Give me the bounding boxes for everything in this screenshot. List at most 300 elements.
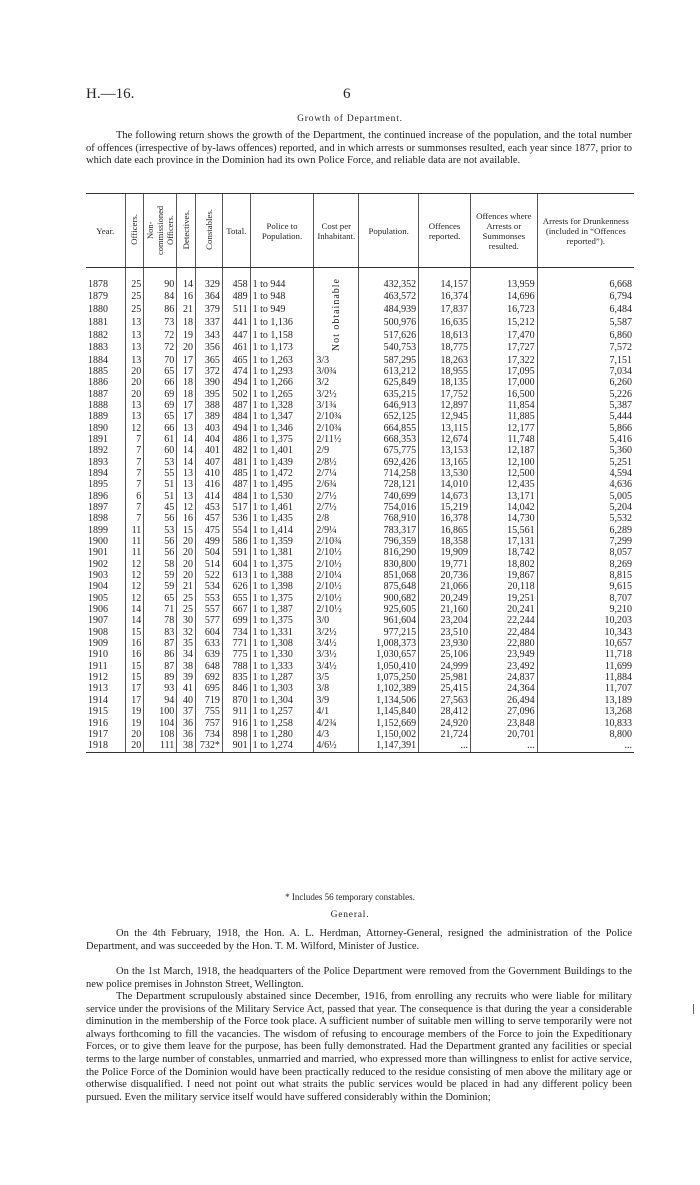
cell-constables: 407	[196, 457, 223, 468]
cell-offences-reported: 23,204	[419, 615, 471, 626]
cell-police-to-population: 1 to 1,388	[250, 570, 314, 581]
cell-arrests-summonses: 15,561	[471, 525, 538, 536]
cell-offences-reported: 14,157	[419, 278, 471, 291]
cell-ncos: 69	[144, 400, 177, 411]
cell-year: 1891	[88, 433, 108, 445]
cell-constables: 504	[196, 547, 223, 558]
cell-drunkenness: 5,204	[537, 502, 634, 513]
cell-constables: 337	[196, 316, 223, 329]
cell-detectives: 37	[177, 706, 196, 717]
cell-drunkenness: 9,615	[537, 581, 634, 592]
cell-constables: 356	[196, 342, 223, 355]
cell-ncos: 55	[144, 468, 177, 479]
cell-total: 494	[222, 377, 250, 388]
cell-constables: 410	[196, 468, 223, 479]
cell-ncos: 59	[144, 570, 177, 581]
cell-population: 740,699	[359, 491, 419, 502]
cell-detectives: 17	[177, 400, 196, 411]
cell-cost-per-inhabitant: 3/0¾	[314, 366, 359, 377]
cell-ncos: 65	[144, 366, 177, 377]
cell-total: 835	[222, 672, 250, 683]
cell-arrests-summonses: 19,867	[471, 570, 538, 581]
cell-ncos: 60	[144, 445, 177, 456]
cell-constables: 388	[196, 400, 223, 411]
cell-total: 586	[222, 536, 250, 547]
cell-arrests-summonses: 11,854	[471, 400, 538, 411]
table-row	[86, 604, 634, 615]
cell-offences-reported: 18,613	[419, 329, 471, 342]
cell-ncos: 45	[144, 502, 177, 513]
cell-offences-reported: 16,374	[419, 291, 471, 304]
cell-arrests-summonses: 12,435	[471, 479, 538, 490]
cell-officers: 20	[125, 377, 144, 388]
cell-ncos: 59	[144, 581, 177, 592]
cell-ncos: 56	[144, 513, 177, 524]
cell-total: 511	[222, 304, 250, 317]
cell-police-to-population: 1 to 1,439	[250, 457, 314, 468]
cell-total: 846	[222, 683, 250, 694]
cell-total: 911	[222, 706, 250, 717]
cell-police-to-population: 1 to 1,398	[250, 581, 314, 592]
cell-population: 668,353	[359, 434, 419, 445]
cell-cost-per-inhabitant: 4/1	[314, 706, 359, 717]
cell-arrests-summonses: 14,696	[471, 291, 538, 304]
table-row	[86, 502, 634, 513]
cell-drunkenness: 7,299	[537, 536, 634, 547]
cell-drunkenness: 7,572	[537, 342, 634, 355]
cell-population: 1,102,389	[359, 683, 419, 694]
table-row	[86, 411, 634, 422]
cell-total: 458	[222, 278, 250, 291]
cell-police-to-population: 1 to 1,265	[250, 389, 314, 400]
cell-year: 1882	[88, 329, 108, 341]
cell-police-to-population: 1 to 1,387	[250, 604, 314, 615]
table-row	[86, 355, 634, 366]
cell-drunkenness: 5,444	[537, 411, 634, 422]
cell-constables: 453	[196, 502, 223, 513]
cell-cost-per-inhabitant: 3/4½	[314, 638, 359, 649]
cell-offences-reported: 15,219	[419, 502, 471, 513]
cell-police-to-population: 1 to 1,375	[250, 593, 314, 604]
cell-officers: 14	[125, 604, 144, 615]
cell-drunkenness: 5,005	[537, 491, 634, 502]
cell-offences-reported: 24,999	[419, 661, 471, 672]
cell-officers: 20	[125, 729, 144, 740]
cell-cost-per-inhabitant: 2/9	[314, 445, 359, 456]
cell-ncos: 72	[144, 342, 177, 355]
cell-year: 1900	[88, 536, 108, 547]
cell-drunkenness: 8,707	[537, 593, 634, 604]
cell-drunkenness: 8,269	[537, 559, 634, 570]
cell-constables: 403	[196, 423, 223, 434]
cell-detectives: 13	[177, 468, 196, 479]
cell-population: 646,913	[359, 400, 419, 411]
cell-ncos: 71	[144, 604, 177, 615]
table-row	[86, 525, 634, 536]
table-row	[86, 377, 634, 388]
cell-ncos: 83	[144, 627, 177, 638]
cell-officers: 13	[125, 329, 144, 342]
cell-officers: 13	[125, 355, 144, 366]
cell-drunkenness: ...	[537, 740, 634, 752]
cell-drunkenness: 5,387	[537, 400, 634, 411]
cell-police-to-population: 1 to 1,258	[250, 718, 314, 729]
cell-constables: 604	[196, 627, 223, 638]
cell-population: 675,775	[359, 445, 419, 456]
cell-constables: 414	[196, 491, 223, 502]
cell-police-to-population: 1 to 944	[250, 278, 314, 291]
cell-offences-reported: 14,673	[419, 491, 471, 502]
cell-constables: 757	[196, 718, 223, 729]
table-row	[86, 316, 634, 329]
cell-offences-reported: 25,415	[419, 683, 471, 694]
cell-ncos: 93	[144, 683, 177, 694]
cell-total: 465	[222, 355, 250, 366]
cell-officers: 12	[125, 423, 144, 434]
cell-cost-per-inhabitant: 3/9	[314, 695, 359, 706]
cell-cost-per-inhabitant: 3/0	[314, 615, 359, 626]
cell-cost-per-inhabitant: 2/8	[314, 513, 359, 524]
cell-offences-reported: 25,106	[419, 649, 471, 660]
cell-constables: 365	[196, 355, 223, 366]
cell-cost-per-inhabitant: 3/1¾	[314, 400, 359, 411]
cell-ncos: 111	[144, 740, 177, 752]
cell-detectives: 20	[177, 547, 196, 558]
table-row	[86, 400, 634, 411]
cell-police-to-population: 1 to 1,346	[250, 423, 314, 434]
cell-constables: 457	[196, 513, 223, 524]
page-number: 6	[343, 86, 351, 102]
cell-officers: 16	[125, 638, 144, 649]
cell-officers: 13	[125, 400, 144, 411]
table-row	[86, 672, 634, 683]
cell-arrests-summonses: 17,322	[471, 355, 538, 366]
cell-arrests-summonses: 22,880	[471, 638, 538, 649]
cell-total: 489	[222, 291, 250, 304]
col-header-drunkenness: Arrests for Drunkenness (included in “Offences reported”).	[537, 194, 634, 268]
cell-total: 916	[222, 718, 250, 729]
cell-officers: 15	[125, 672, 144, 683]
cell-cost-per-inhabitant: 2/6¾	[314, 479, 359, 490]
col-header-total: Total.	[222, 194, 250, 268]
cell-drunkenness: 10,203	[537, 615, 634, 626]
cell-police-to-population: 1 to 1,347	[250, 411, 314, 422]
cell-total: 517	[222, 502, 250, 513]
cell-offences-reported: 16,865	[419, 525, 471, 536]
cell-population: 635,215	[359, 389, 419, 400]
table-row	[86, 291, 634, 304]
cell-officers: 16	[125, 649, 144, 660]
cell-population: 1,030,657	[359, 649, 419, 660]
cell-detectives: 16	[177, 291, 196, 304]
cell-population: 851,068	[359, 570, 419, 581]
cell-offences-reported: 28,412	[419, 706, 471, 717]
cell-cost-per-inhabitant: 2/7½	[314, 491, 359, 502]
cell-total: 613	[222, 570, 250, 581]
cell-population: 1,050,410	[359, 661, 419, 672]
table-row	[86, 423, 634, 434]
cell-cost-per-inhabitant: 3/2½	[314, 627, 359, 638]
cell-officers: 13	[125, 411, 144, 422]
cell-population: 728,121	[359, 479, 419, 490]
cell-police-to-population: 1 to 1,331	[250, 627, 314, 638]
cell-cost-per-inhabitant: 3/5	[314, 672, 359, 683]
cell-year: 1911	[88, 660, 108, 672]
cell-constables: 732*	[196, 740, 223, 752]
cell-year: 1892	[88, 445, 108, 457]
cell-officers: 20	[125, 389, 144, 400]
cell-police-to-population: 1 to 1,381	[250, 547, 314, 558]
cell-constables: 395	[196, 389, 223, 400]
table-row	[86, 366, 634, 377]
cell-ncos: 53	[144, 457, 177, 468]
cell-detectives: 20	[177, 570, 196, 581]
cell-detectives: 20	[177, 559, 196, 570]
cell-ncos: 70	[144, 355, 177, 366]
table-row	[86, 661, 634, 672]
cell-detectives: 17	[177, 366, 196, 377]
cell-officers: 19	[125, 718, 144, 729]
cell-total: 486	[222, 434, 250, 445]
cell-officers: 12	[125, 593, 144, 604]
cell-total: 441	[222, 316, 250, 329]
table-row	[86, 627, 634, 638]
cell-police-to-population: 1 to 1,173	[250, 342, 314, 355]
cell-arrests-summonses: 23,492	[471, 661, 538, 672]
cell-arrests-summonses: 12,100	[471, 457, 538, 468]
cell-police-to-population: 1 to 1,414	[250, 525, 314, 536]
cell-offences-reported: 12,897	[419, 400, 471, 411]
cell-arrests-summonses: 17,000	[471, 377, 538, 388]
cell-officers: 7	[125, 445, 144, 456]
table-row	[86, 638, 634, 649]
cell-constables: 390	[196, 377, 223, 388]
cell-cost-per-inhabitant: 2/10½	[314, 547, 359, 558]
table-row	[86, 559, 634, 570]
table-row	[86, 683, 634, 694]
cell-drunkenness: 4,594	[537, 468, 634, 479]
cell-drunkenness: 13,268	[537, 706, 634, 717]
cell-ncos: 86	[144, 304, 177, 317]
cell-offences-reported: 14,010	[419, 479, 471, 490]
col-header-offences-reported: Offences reported.	[419, 194, 471, 268]
cell-year: 1913	[88, 683, 108, 695]
cell-police-to-population: 1 to 1,333	[250, 661, 314, 672]
cell-arrests-summonses: 11,885	[471, 411, 538, 422]
cell-constables: 734	[196, 729, 223, 740]
cell-ncos: 84	[144, 291, 177, 304]
cell-total: 604	[222, 559, 250, 570]
cell-offences-reported: 19,771	[419, 559, 471, 570]
cell-year: 1914	[88, 694, 108, 706]
cell-year: 1889	[88, 411, 108, 423]
cell-officers: 20	[125, 740, 144, 752]
table-row	[86, 468, 634, 479]
cell-officers: 7	[125, 479, 144, 490]
table-row	[86, 536, 634, 547]
cell-constables: 499	[196, 536, 223, 547]
table-row	[86, 278, 634, 291]
cell-officers: 25	[125, 278, 144, 291]
cell-year: 1901	[88, 547, 108, 559]
cell-officers: 14	[125, 615, 144, 626]
cell-year: 1917	[88, 728, 108, 740]
cell-year: 1906	[88, 604, 108, 616]
cell-arrests-summonses: 22,484	[471, 627, 538, 638]
cell-drunkenness: 6,260	[537, 377, 634, 388]
cell-detectives: 12	[177, 502, 196, 513]
cell-drunkenness: 5,866	[537, 423, 634, 434]
cell-population: 1,075,250	[359, 672, 419, 683]
cell-police-to-population: 1 to 1,266	[250, 377, 314, 388]
cell-police-to-population: 1 to 1,435	[250, 513, 314, 524]
general-paragraph-3: The Department scrupulously abstained since December, 1916, from enrolling any recruits who were liable for military service under the provisions of the Military Service Act, passed that year. The consequence is that during the year a considerable diminution in the membership of the Force took place. A sufficient number of suitable men willing to serve temporarily were not always forthcoming to fill the vacancies. The wisdom of refusing to encourage members of the Force to join the Expeditionary Forces, or to give them leave for the purpose, has been fully demonstrated. Had the Department granted any facilities or special terms to the large number of constables, unmarried and married, who expressed more than willingness to enlist for active service, the Police Force of the Dominion would have been practically reduced to the residue consisting of men above the military age or otherwise disqualified. I need not point out what straits the public services would be placed in had any different policy been pursued. Even the military service itself would have suffered considerably within the Dominion;	[86, 991, 632, 1103]
cell-detectives: 13	[177, 491, 196, 502]
table-row	[86, 570, 634, 581]
cell-ncos: 56	[144, 536, 177, 547]
table-row	[86, 445, 634, 456]
cell-ncos: 56	[144, 547, 177, 558]
cell-officers: 7	[125, 457, 144, 468]
cell-total: 484	[222, 411, 250, 422]
cell-ncos: 69	[144, 389, 177, 400]
cell-arrests-summonses: 18,802	[471, 559, 538, 570]
cell-total: 461	[222, 342, 250, 355]
table-row	[86, 479, 634, 490]
cell-total: 481	[222, 457, 250, 468]
cell-population: 692,426	[359, 457, 419, 468]
cell-year: 1880	[88, 304, 108, 316]
cell-arrests-summonses: 23,949	[471, 649, 538, 660]
cell-drunkenness: 10,657	[537, 638, 634, 649]
cell-detectives: 20	[177, 536, 196, 547]
cell-population: 925,605	[359, 604, 419, 615]
cell-police-to-population: 1 to 1,257	[250, 706, 314, 717]
cell-cost-per-inhabitant: 2/11½	[314, 434, 359, 445]
cell-arrests-summonses: 20,241	[471, 604, 538, 615]
cell-year: 1878	[88, 278, 108, 290]
general-section-title: General.	[330, 910, 370, 920]
col-header-cost-per-inhabitant: Cost per Inhabitant.	[314, 194, 359, 268]
cell-arrests-summonses: 12,177	[471, 423, 538, 434]
cell-drunkenness: 5,360	[537, 445, 634, 456]
cell-cost-per-inhabitant: 2/10½	[314, 593, 359, 604]
cell-police-to-population: 1 to 1,530	[250, 491, 314, 502]
cell-year: 1907	[88, 615, 108, 627]
cell-arrests-summonses: 16,723	[471, 304, 538, 317]
cell-offences-reported: 13,165	[419, 457, 471, 468]
cell-offences-reported: 18,358	[419, 536, 471, 547]
cell-constables: 404	[196, 434, 223, 445]
cell-year: 1904	[88, 581, 108, 593]
cell-ncos: 51	[144, 491, 177, 502]
cell-police-to-population: 1 to 1,461	[250, 502, 314, 513]
cell-detectives: 32	[177, 627, 196, 638]
general-paragraph-2: On the 1st March, 1918, the headquarters of the Police Department were removed from the Government Buildings to the new police premises in Johnston Street, Wellington.	[86, 966, 632, 990]
table-row	[86, 513, 634, 524]
cell-drunkenness: 5,226	[537, 389, 634, 400]
cell-police-to-population: 1 to 1,158	[250, 329, 314, 342]
cell-officers: 17	[125, 695, 144, 706]
cell-officers: 12	[125, 570, 144, 581]
cell-officers: 25	[125, 304, 144, 317]
cell-constables: 475	[196, 525, 223, 536]
table-row	[86, 491, 634, 502]
cell-population: 587,295	[359, 355, 419, 366]
table-row	[86, 729, 634, 740]
cell-total: 788	[222, 661, 250, 672]
cell-year: 1881	[88, 316, 108, 328]
table-row	[86, 547, 634, 558]
cell-officers: 15	[125, 627, 144, 638]
cell-offences-reported: 18,135	[419, 377, 471, 388]
cell-drunkenness: 6,668	[537, 278, 634, 291]
cell-year: 1912	[88, 672, 108, 684]
cell-constables: 522	[196, 570, 223, 581]
cell-offences-reported: 19,909	[419, 547, 471, 558]
cell-constables: 379	[196, 304, 223, 317]
cell-drunkenness: 5,416	[537, 434, 634, 445]
cell-not-obtainable: Not obtainable	[314, 278, 359, 355]
cell-drunkenness: 10,343	[537, 627, 634, 638]
cell-cost-per-inhabitant: 4/3	[314, 729, 359, 740]
cell-drunkenness: 6,794	[537, 291, 634, 304]
cell-offences-reported: 13,530	[419, 468, 471, 479]
cell-year: 1895	[88, 479, 108, 491]
cell-year: 1918	[86, 740, 125, 752]
cell-offences-reported: 21,160	[419, 604, 471, 615]
cell-cost-per-inhabitant: 3/3½	[314, 649, 359, 660]
cell-drunkenness: 10,833	[537, 718, 634, 729]
cell-total: 487	[222, 400, 250, 411]
cell-arrests-summonses: 22,244	[471, 615, 538, 626]
cell-police-to-population: 1 to 1,263	[250, 355, 314, 366]
cell-population: 463,572	[359, 291, 419, 304]
cell-year: 1893	[88, 456, 108, 468]
cell-detectives: 39	[177, 672, 196, 683]
cell-officers: 7	[125, 434, 144, 445]
cell-constables: 692	[196, 672, 223, 683]
table-row	[86, 581, 634, 592]
cell-arrests-summonses: 20,118	[471, 581, 538, 592]
cell-ncos: 94	[144, 695, 177, 706]
cell-police-to-population: 1 to 1,293	[250, 366, 314, 377]
cell-cost-per-inhabitant: 4/2¾	[314, 718, 359, 729]
cell-drunkenness: 8,800	[537, 729, 634, 740]
cell-constables: 401	[196, 445, 223, 456]
table-row	[86, 304, 634, 317]
table-row	[86, 342, 634, 355]
cell-ncos: 100	[144, 706, 177, 717]
cell-drunkenness: 7,034	[537, 366, 634, 377]
cell-police-to-population: 1 to 1,136	[250, 316, 314, 329]
cell-population: 517,626	[359, 329, 419, 342]
cell-total: 554	[222, 525, 250, 536]
cell-total: 734	[222, 627, 250, 638]
cell-police-to-population: 1 to 1,472	[250, 468, 314, 479]
cell-total: 502	[222, 389, 250, 400]
cell-arrests-summonses: 17,727	[471, 342, 538, 355]
cell-year: 1915	[88, 706, 108, 718]
cell-offences-reported: 18,263	[419, 355, 471, 366]
cell-constables: 557	[196, 604, 223, 615]
cell-detectives: 13	[177, 423, 196, 434]
table-row	[86, 649, 634, 660]
cell-cost-per-inhabitant: 2/8½	[314, 457, 359, 468]
table-row	[86, 457, 634, 468]
cell-detectives: 14	[177, 278, 196, 291]
cell-offences-reported: ...	[419, 740, 471, 752]
